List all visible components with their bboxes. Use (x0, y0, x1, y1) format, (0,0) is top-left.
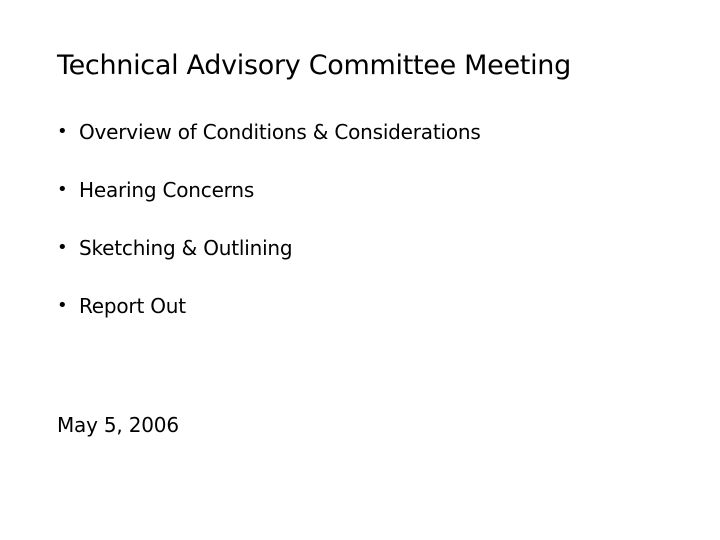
bullet-item-overview (57, 117, 481, 175)
bullet-item-hearing-concerns (57, 175, 481, 233)
bullet-label: Hearing Concerns (79, 178, 255, 202)
slide-title: Technical Advisory Committee Meeting (57, 50, 571, 81)
bullet-item-report-out (57, 291, 481, 349)
bullet-label: Sketching & Outlining (79, 236, 293, 260)
bullet-icon: • (57, 179, 68, 200)
slide-date: May 5, 2006 (57, 413, 179, 437)
bullet-icon: • (57, 121, 68, 142)
bullet-icon: • (57, 237, 68, 258)
bullet-label: Overview of Conditions & Considerations (79, 120, 481, 144)
bullet-label: Report Out (79, 294, 186, 318)
bullet-list (57, 117, 481, 349)
bullet-item-sketching (57, 233, 481, 291)
bullet-icon: • (57, 295, 68, 316)
